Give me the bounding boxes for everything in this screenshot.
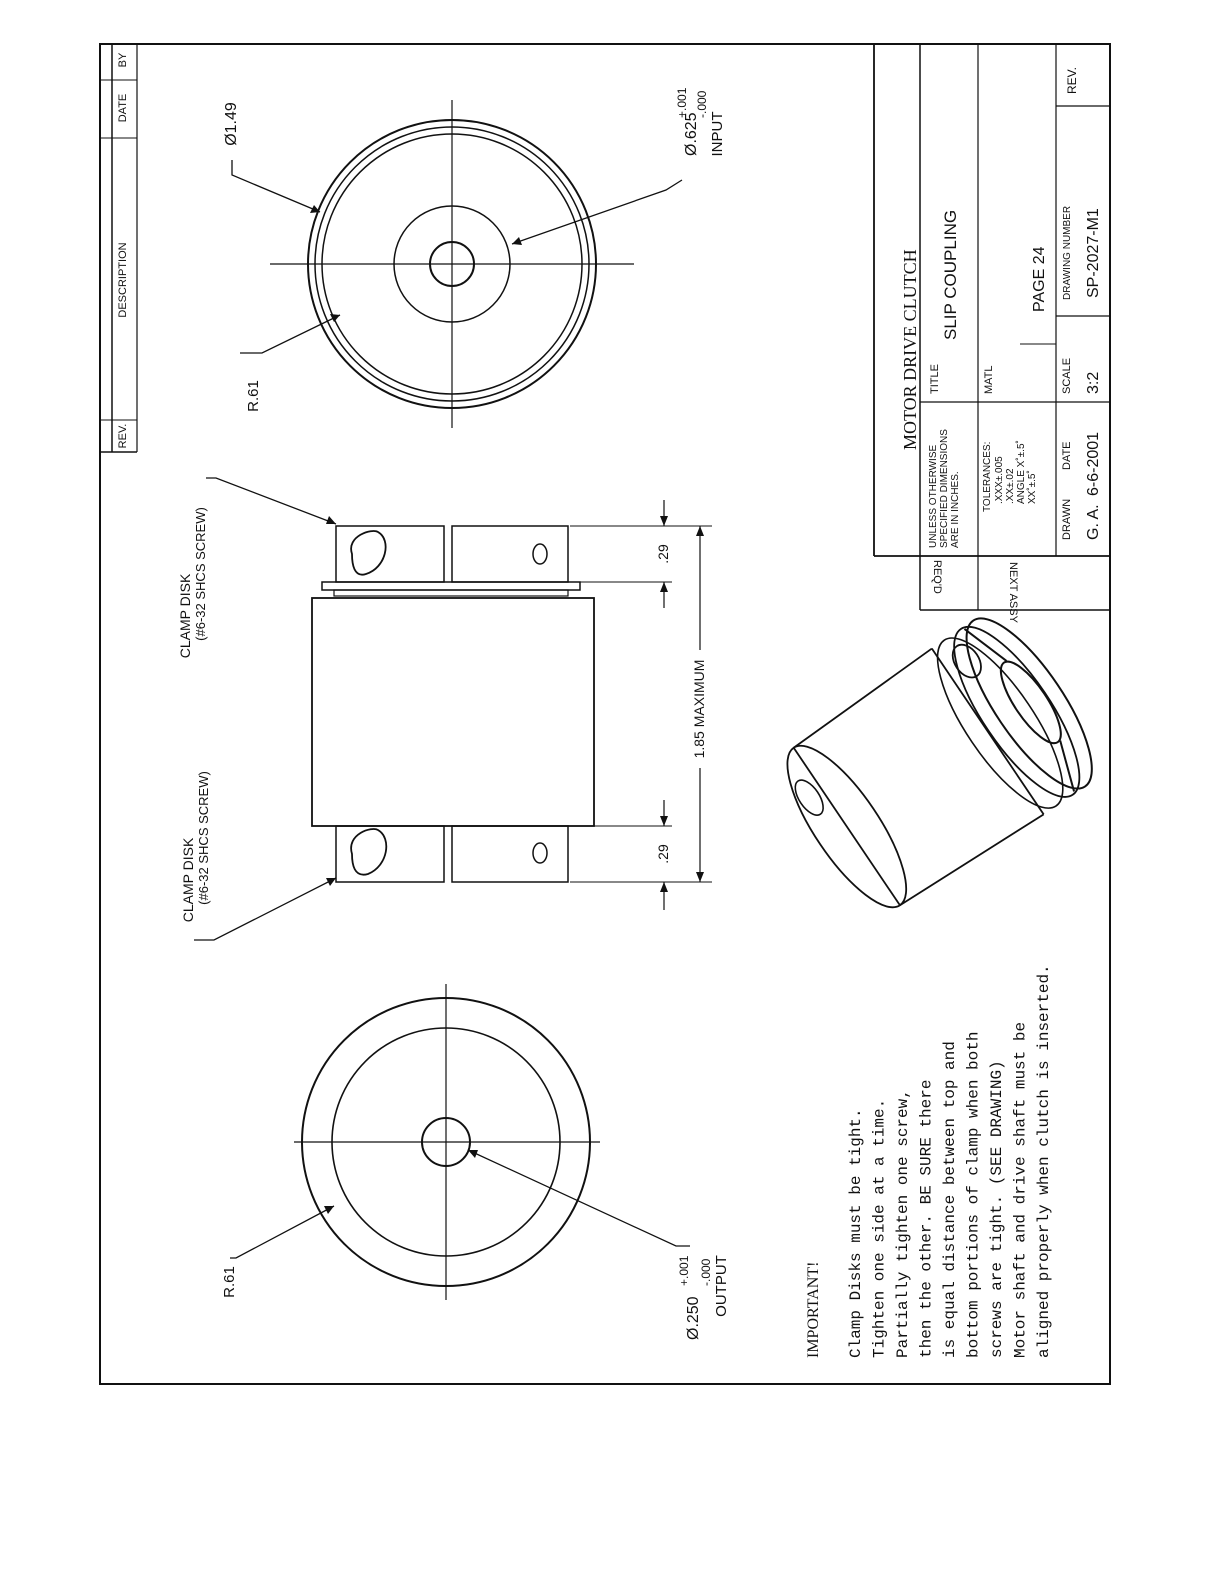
drawn-value: G. A. bbox=[1085, 504, 1102, 540]
note-line-6: bottom portions of clamp when both bbox=[964, 1031, 983, 1358]
spec-line-1: UNLESS OTHERWISE bbox=[928, 444, 939, 548]
input-bore-note: INPUT bbox=[709, 111, 726, 157]
input-bore-diameter-label: Ø.625 bbox=[683, 112, 700, 156]
by-label: BY bbox=[117, 52, 129, 68]
isometric-view bbox=[764, 602, 1113, 928]
note-line-3: Partially tighten one screw, bbox=[894, 1089, 912, 1358]
output-bore-note: OUTPUT bbox=[713, 1255, 730, 1317]
dim-left: .29 bbox=[655, 844, 671, 864]
note-line-5: is equal distance between top and bbox=[941, 1041, 959, 1358]
spec-line-2: SPECIFIED DIMENSIONS bbox=[939, 429, 950, 548]
output-bore-tol-plus: +.001 bbox=[677, 1255, 691, 1286]
notes-heading: IMPORTANT! bbox=[805, 1261, 822, 1358]
clamp-left-label-1: CLAMP DISK bbox=[180, 837, 196, 923]
title-block bbox=[874, 44, 1110, 624]
tolerances-label: TOLERANCES: bbox=[982, 441, 993, 512]
output-end-view bbox=[221, 984, 730, 1340]
drawing-number-label: DRAWING NUMBER bbox=[1062, 205, 1073, 300]
reqd-label: REQ'D bbox=[931, 560, 943, 594]
drawing-number: SP-2027-M1 bbox=[1085, 208, 1102, 298]
output-bore-tol-minus: -.000 bbox=[699, 1258, 713, 1286]
note-line-4: then the other. BE SURE there bbox=[917, 1079, 936, 1358]
clamp-left-label-2: (#6-32 SHCS SCREW) bbox=[196, 771, 211, 905]
dim-right: .29 bbox=[655, 544, 671, 564]
clamp-right-label-1: CLAMP DISK bbox=[177, 573, 193, 659]
drawing-title: SLIP COUPLING bbox=[941, 209, 960, 340]
note-line-9: aligned properly when clutch is inserted. bbox=[1035, 964, 1053, 1358]
input-end-view bbox=[223, 87, 726, 428]
tol-line-2: .XX±.02 bbox=[1005, 468, 1016, 504]
tol-line-1: .XXX±.005 bbox=[994, 456, 1005, 504]
input-bore-tol-minus: -.000 bbox=[695, 90, 709, 118]
note-line-7: screws are tight. (SEE DRAWING) bbox=[988, 1060, 1006, 1358]
date-label: DATE bbox=[117, 93, 129, 123]
rev-label: REV. bbox=[117, 423, 129, 449]
spec-line-3: ARE IN INCHES. bbox=[950, 471, 961, 548]
side-view bbox=[177, 478, 712, 940]
matl-label: MATL bbox=[983, 365, 995, 394]
output-bore-diameter-label: Ø.250 bbox=[685, 1296, 702, 1340]
next-assy-label: NEXT ASSY bbox=[1007, 562, 1019, 623]
note-line-2: Tighten one side at a time. bbox=[870, 1098, 889, 1358]
date-label: DATE bbox=[1061, 441, 1073, 470]
title-label: TITLE bbox=[929, 364, 941, 394]
dim-overall: 1.85 MAXIMUM bbox=[691, 659, 707, 759]
title-rev-label: REV. bbox=[1065, 67, 1079, 94]
clamp-right-label-2: (#6-32 SHCS SCREW) bbox=[193, 507, 208, 641]
date-value: 6-6-2001 bbox=[1085, 431, 1102, 496]
input-radius-label: R.61 bbox=[245, 380, 262, 412]
project-name: MOTOR DRIVE CLUTCH bbox=[900, 249, 920, 450]
tol-line-4: XX˚±.5˚ bbox=[1027, 470, 1038, 504]
scale-label: SCALE bbox=[1061, 357, 1073, 394]
scale-value: 3:2 bbox=[1085, 371, 1102, 394]
description-label: DESCRIPTION bbox=[117, 242, 129, 318]
input-outer-diameter-label: Ø1.49 bbox=[223, 102, 240, 146]
note-line-1: Clamp Disks must be tight. bbox=[847, 1108, 865, 1358]
input-bore-tol-plus: +.001 bbox=[675, 87, 689, 118]
note-line-8: Motor shaft and drive shaft must be bbox=[1011, 1021, 1030, 1358]
output-radius-label: R.61 bbox=[221, 1266, 238, 1298]
page-number: PAGE 24 bbox=[1031, 246, 1048, 312]
notes bbox=[805, 964, 1053, 1358]
drawn-label: DRAWN bbox=[1061, 498, 1073, 540]
revision-block bbox=[100, 44, 137, 452]
tol-line-3: ANGLE X˚±.5˚ bbox=[1016, 440, 1027, 504]
